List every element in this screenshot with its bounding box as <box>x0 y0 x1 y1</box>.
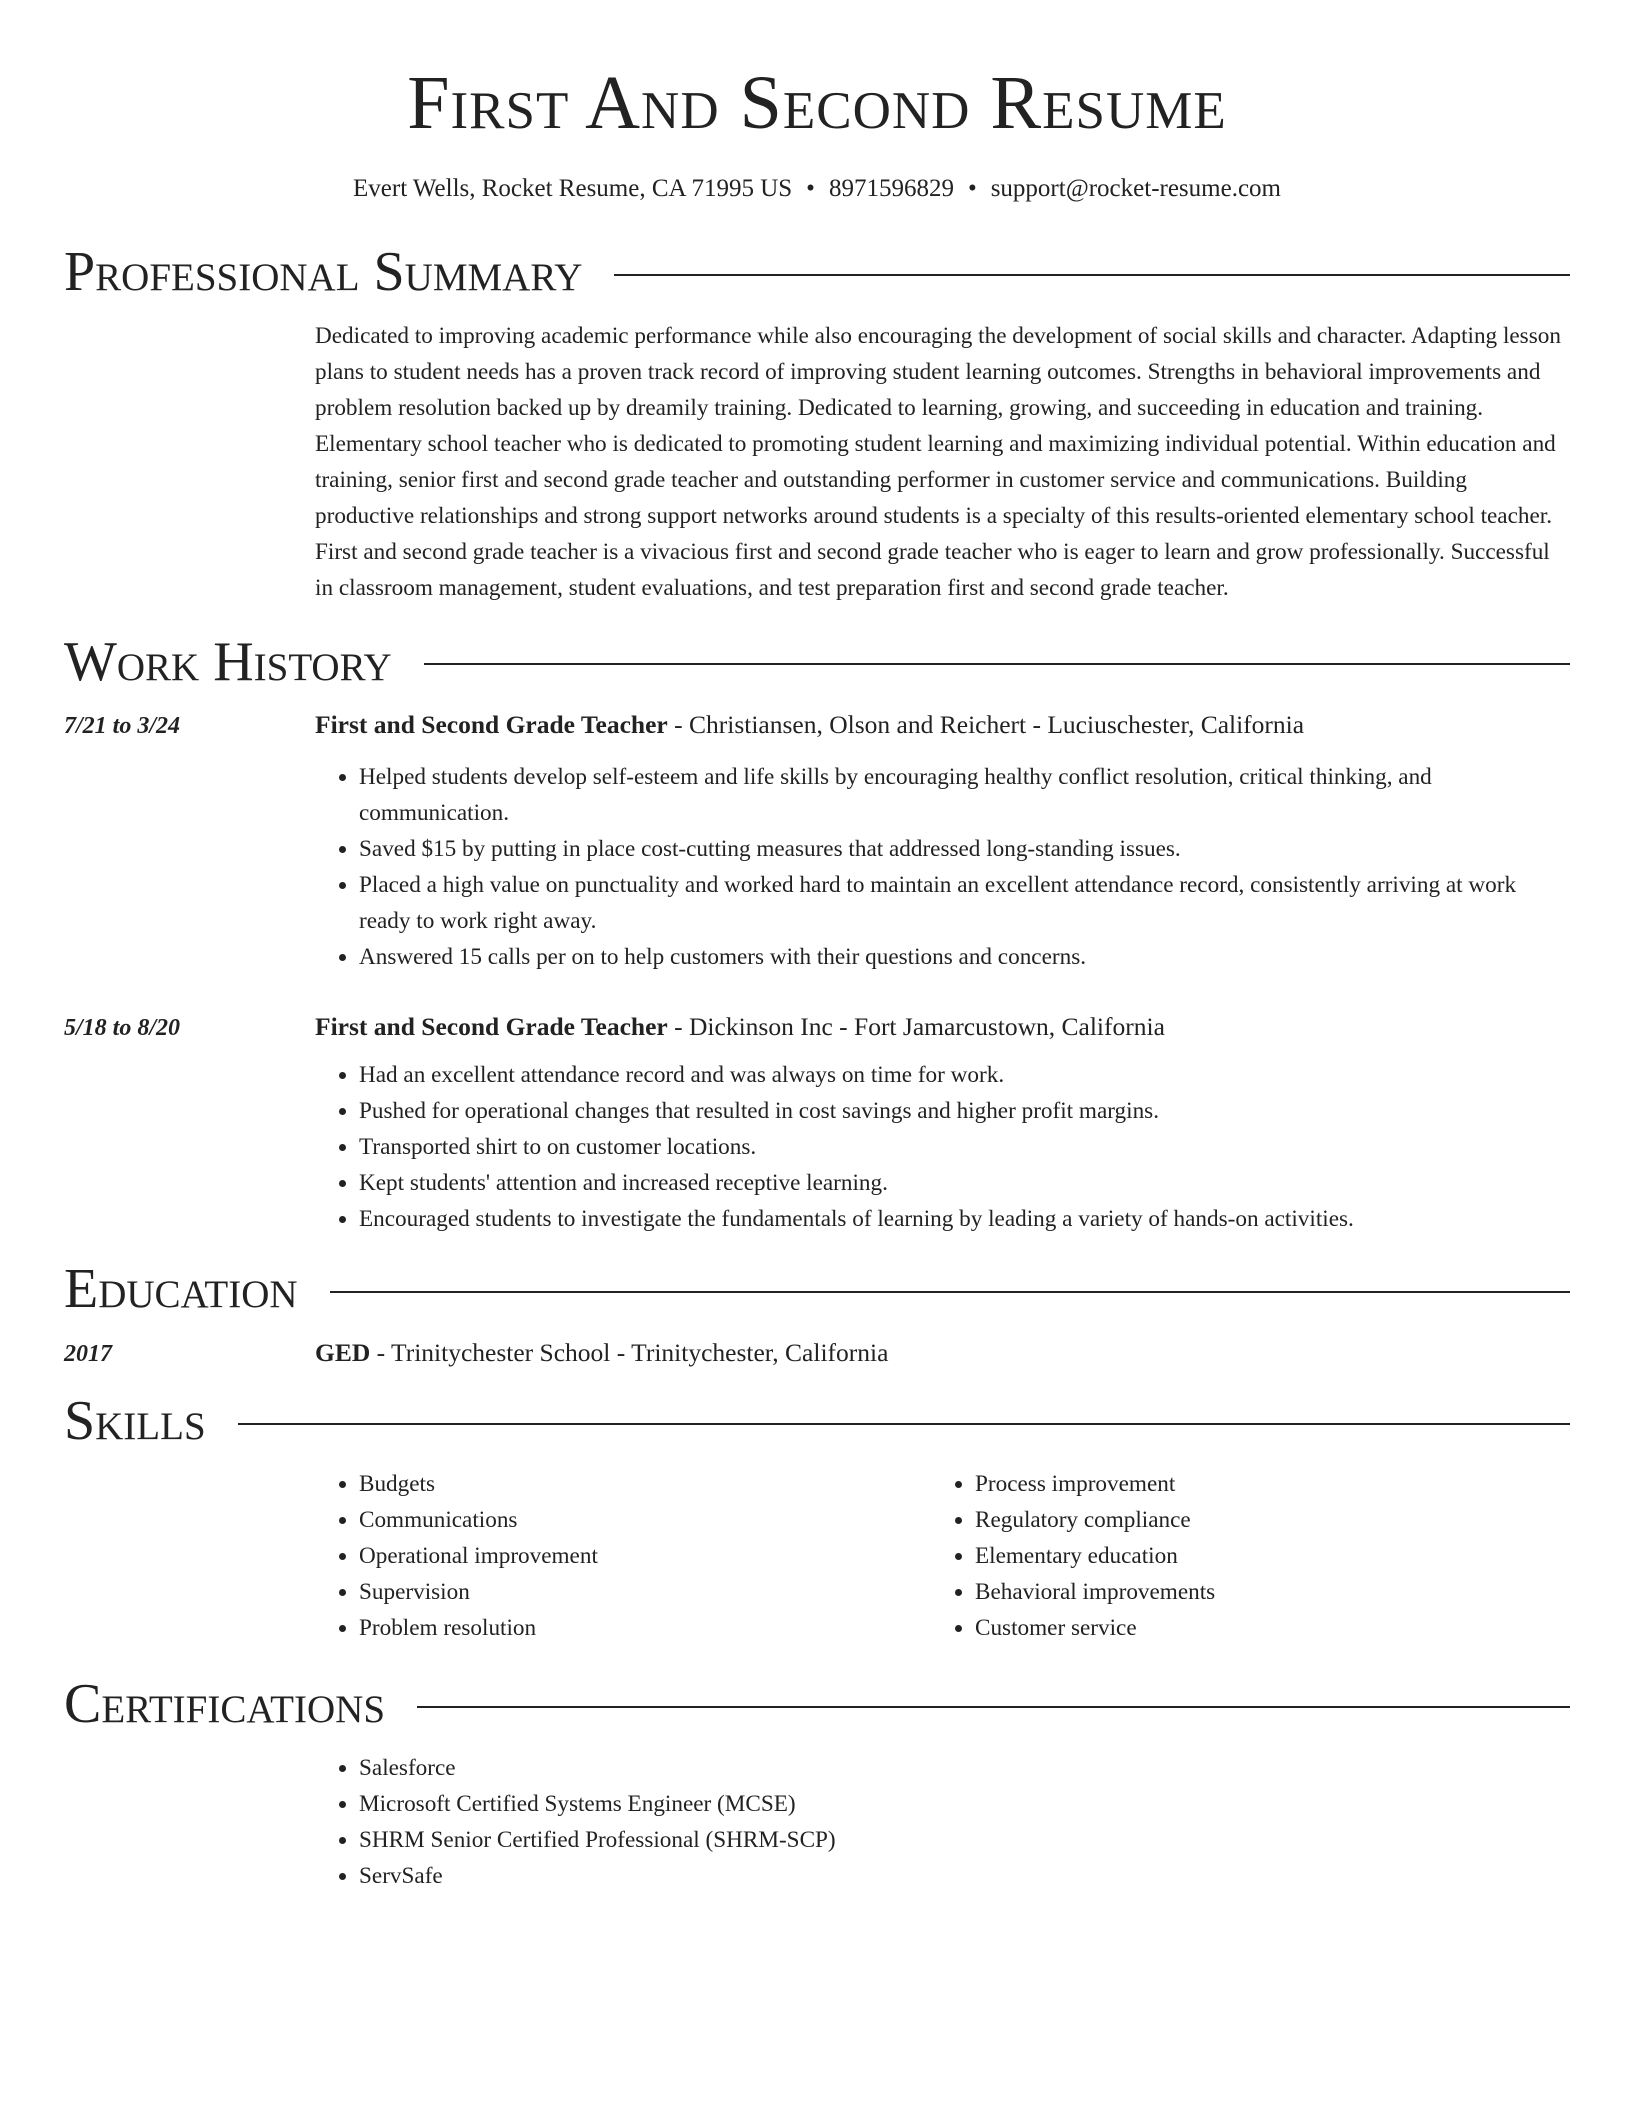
education-line <box>315 1335 888 1371</box>
job-title: First and Second Grade Teacher <box>315 1012 668 1042</box>
job-title-line <box>315 707 1304 743</box>
list-item: • Helped students develop self-esteem and life skills by encouraging healthy conflict resolution, critical thinking, and communication. <box>359 759 1570 831</box>
list-item: • Elementary education <box>975 1538 1547 1574</box>
list-item: • Microsoft Certified Systems Engineer (MCSE) <box>359 1786 1570 1822</box>
list-item: • Saved $15 by putting in place cost-cutting measures that addressed long-standing issues. <box>359 831 1570 867</box>
section-divider <box>614 274 1570 276</box>
job-employer: - Dickinson Inc - Fort Jamarcustown, California <box>667 1012 1165 1042</box>
work-section-header <box>64 632 1570 694</box>
certifications-section-header <box>64 1674 1570 1736</box>
list-item: • Transported shirt to on customer locations. <box>359 1129 1570 1165</box>
job-entry <box>64 1009 1570 1237</box>
section-divider <box>424 663 1570 665</box>
skills-section-header <box>64 1391 1570 1453</box>
list-item: • Budgets <box>359 1466 931 1502</box>
education-entry <box>64 1335 1570 1371</box>
education-school: - Trinitychester School - Trinitychester, California <box>370 1337 889 1367</box>
certifications-list <box>315 1750 1570 1894</box>
list-item: • Had an excellent attendance record and was always on time for work. <box>359 1057 1570 1093</box>
list-item: • Encouraged students to investigate the fundamentals of learning by leading a variety of hands-on activities. <box>359 1201 1570 1237</box>
job-bullets-container <box>315 1057 1570 1237</box>
job-dates: 5/18 to 8/20 <box>64 1015 181 1042</box>
skills-column-right <box>931 1466 1547 1646</box>
list-item: • Customer service <box>975 1610 1547 1646</box>
work-heading: Work History <box>64 630 392 693</box>
contact-address: Evert Wells, Rocket Resume, CA 71995 US <box>353 175 793 202</box>
summary-section-header <box>64 242 1570 304</box>
education-degree: GED <box>315 1337 371 1367</box>
job-dates: 7/21 to 3/24 <box>64 713 181 740</box>
section-divider <box>330 1291 1570 1293</box>
education-year: 2017 <box>64 1340 112 1367</box>
list-item: • Answered 15 calls per on to help customers with their questions and concerns. <box>359 939 1570 975</box>
skills-heading: Skills <box>64 1389 206 1452</box>
contact-separator: • <box>967 175 977 202</box>
skills-column-left <box>315 1466 931 1646</box>
job-header <box>64 707 1570 743</box>
skills-grid <box>315 1466 1570 1646</box>
list-item: • Behavioral improvements <box>975 1574 1547 1610</box>
certifications-heading: Certifications <box>64 1673 386 1736</box>
list-item: • Regulatory compliance <box>975 1502 1547 1538</box>
skills-container <box>315 1466 1570 1646</box>
job-title: First and Second Grade Teacher <box>315 710 668 740</box>
summary-text: Dedicated to improving academic performance while also encouraging the development of social skills and character. Adapting lesson plans to student needs has a proven track record of improving student learning outcomes. Strengths in behavioral improvements and problem resolution backed up by dreamily training. Dedicated to learning, growing, and succeeding in education and training. Elementary school teacher who is dedicated to promoting student learning and maximizing individual potential. Within education and training, senior first and second grade teacher and outstanding performer in customer service and communications. Building productive relationships and strong support networks around students is a specialty of this results-oriented elementary school teacher. First and second grade teacher is a vivacious first and second grade teacher who is eager to learn and grow professionally. Successful in classroom management, student evaluations, and test preparation first and second grade teacher. <box>315 322 1561 601</box>
list-item: • Communications <box>359 1502 931 1538</box>
contact-line <box>64 174 1570 204</box>
list-item: • Problem resolution <box>359 1610 931 1646</box>
job-entry <box>64 707 1570 975</box>
education-heading: Education <box>64 1258 298 1321</box>
job-bullets <box>315 759 1570 975</box>
list-item: • ServSafe <box>359 1858 1570 1894</box>
contact-email: support@rocket-resume.com <box>990 175 1281 202</box>
list-item: • Pushed for operational changes that resulted in cost savings and higher profit margins. <box>359 1093 1570 1129</box>
job-bullets-container <box>315 759 1570 975</box>
list-item: • SHRM Senior Certified Professional (SHRM-SCP) <box>359 1822 1570 1858</box>
contact-phone: 8971596829 <box>828 175 954 202</box>
job-header <box>64 1009 1570 1045</box>
list-item: • Salesforce <box>359 1750 1570 1786</box>
section-divider <box>238 1423 1570 1425</box>
list-item: • Supervision <box>359 1574 931 1610</box>
list-item: • Process improvement <box>975 1466 1547 1502</box>
job-title-line <box>315 1009 1165 1045</box>
education-section-header <box>64 1259 1570 1321</box>
summary-heading: Professional Summary <box>64 241 583 303</box>
job-employer: - Christiansen, Olson and Reichert - Luciuschester, California <box>667 710 1305 740</box>
list-item: • Placed a high value on punctuality and worked hard to maintain an excellent attendance record, consistently arriving at work ready to work right away. <box>359 867 1570 939</box>
job-bullets <box>315 1057 1570 1237</box>
list-item: • Kept students' attention and increased receptive learning. <box>359 1165 1570 1201</box>
contact-separator: • <box>806 175 815 202</box>
section-divider <box>417 1706 1570 1708</box>
list-item: • Operational improvement <box>359 1538 931 1574</box>
resume-name: First And Second Resume <box>407 61 1227 145</box>
certifications-container <box>315 1750 1570 1894</box>
